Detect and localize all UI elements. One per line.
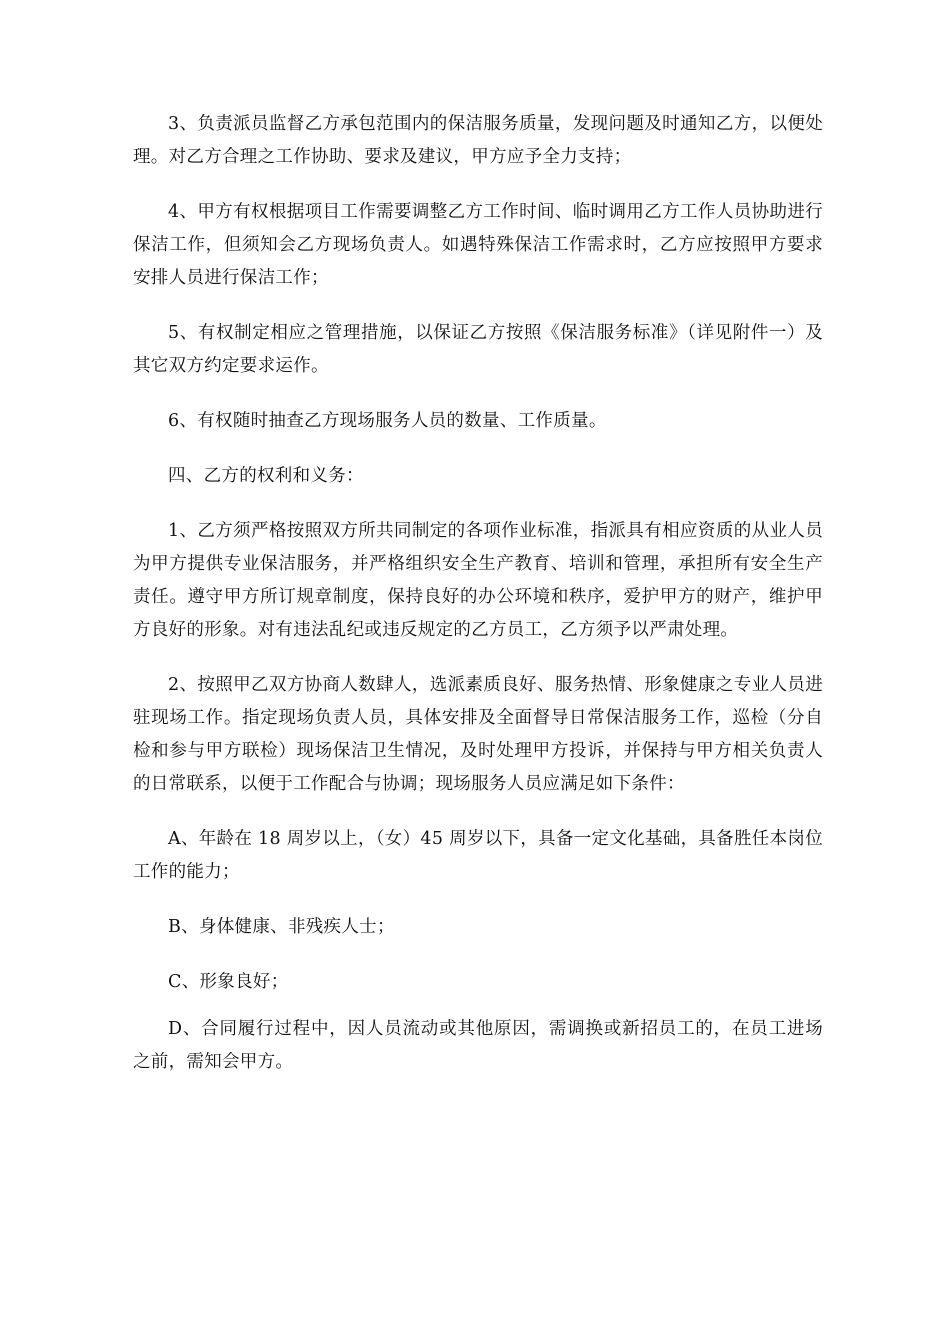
paragraph-clause-4: 4、甲方有权根据项目工作需要调整乙方工作时间、临时调用乙方工作人员协助进行保洁工作，但须知会乙方现场负责人。如遇特殊保洁工作需求时，乙方应按照甲方要求安排人员进行保洁工作； <box>133 202 823 288</box>
paragraph-clause-6: 6、有权随时抽查乙方现场服务人员的数量、工作质量。 <box>168 411 607 431</box>
condition-d: D、合同履行过程中，因人员流动或其他原因，需调换或新招员工的，在员工进场之前，需知会甲方。 <box>133 1019 823 1072</box>
paragraph-clause-3: 3、负责派员监督乙方承包范围内的保洁服务质量，发现问题及时通知乙方，以便处理。对乙方合理之工作协助、要求及建议，甲方应予全力支持； <box>133 114 823 167</box>
paragraph-clause-5: 5、有权制定相应之管理措施，以保证乙方按照《保洁服务标准》（详见附件一）及其它双方约定要求运作。 <box>133 323 823 376</box>
condition-b: B、身体健康、非残疾人士； <box>168 917 395 937</box>
paragraph-party-b-2: 2、按照甲乙双方协商人数肆人，选派素质良好、服务热情、形象健康之专业人员进驻现场工作。指定现场负责人员，具体安排及全面督导日常保洁服务工作，巡检（分自检和参与甲方联检）现场保洁卫生情况，及时处理甲方投诉，并保持与甲方相关负责人的日常联系，以便于工作配合与协调；现场服务人员应满足如下条件： <box>133 675 823 794</box>
section-heading-4: 四、乙方的权利和义务： <box>168 466 364 486</box>
paragraph-party-b-1: 1、乙方须严格按照双方所共同制定的各项作业标准，指派具有相应资质的从业人员为甲方提供专业保洁服务，并严格组织安全生产教育、培训和管理，承担所有安全生产责任。遵守甲方所订规章制度，保持良好的办公环境和秩序，爱护甲方的财产，维护甲方良好的形象。对有违法乱纪或违反规定的乙方员工，乙方须予以严肃处理。 <box>133 521 823 640</box>
document-page <box>133 108 823 1101</box>
condition-c: C、形象良好； <box>168 972 289 992</box>
condition-a: A、年龄在 18 周岁以上，（女）45 周岁以下，具备一定文化基础，具备胜任本岗位工作的能力； <box>133 829 823 882</box>
